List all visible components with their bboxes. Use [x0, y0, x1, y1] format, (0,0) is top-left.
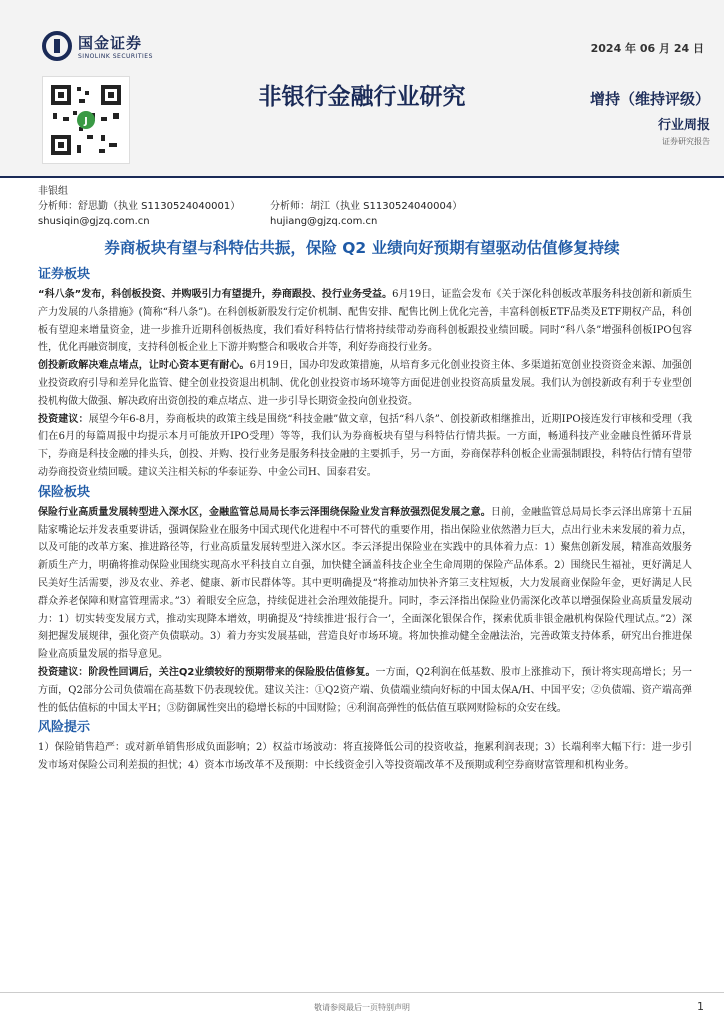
paragraph-lead: 投资建议：: [38, 413, 89, 425]
paragraph-lead: 投资建议：阶段性回调后，关注Q2业绩较好的预期带来的保险股估值修复。: [38, 666, 376, 678]
rating-label: 增持（维持评级）: [589, 90, 710, 108]
paragraph-lead: 保险行业高质量发展转型进入深水区，金融监管总局局长李云泽围绕保险业发言释放强烈促发展之意。: [38, 506, 491, 518]
footer-divider: [0, 992, 724, 993]
analyst-2-email[interactable]: hujiang@gjzq.com.cn: [270, 216, 378, 227]
footer-disclaimer: 敬请参阅最后一页特别声明: [314, 1003, 410, 1012]
report-type: 行业周报: [657, 118, 710, 133]
logo-text-cn: 国金证券: [78, 34, 143, 52]
section-title-risk: 风险提示: [38, 720, 91, 736]
team-name: 非银组: [38, 186, 68, 197]
report-title: 非银行金融行业研究: [258, 84, 466, 110]
report-headline: 券商板块有望与科特估共振，保险 Q2 业绩向好预期有望驱动估值修复持续: [104, 239, 620, 257]
paragraph-text: 一方面，Q2利润在低基数、股市上涨推动下，预计将实现高增长；另一方面，Q2部分公司负债端在高基数下仍表现较优。建议关注：①Q2资产端、负债端业绩向好标的中国太保A/H、中国平安；②负债端、资产端高弹性的低估值标的中国太平H；③防御属性突出的稳增长标的中国财险；④利润高弹性的低估值互联网财险标的众安在线。: [38, 666, 692, 714]
analyst-2: 分析师：胡江（执业 S1130524040004）: [270, 201, 463, 212]
paragraph: [38, 286, 692, 357]
report-date: 2024 年 06 月 24 日: [590, 42, 704, 55]
report-body: [38, 264, 692, 775]
logo-icon: [42, 31, 72, 61]
paragraph: [38, 357, 692, 410]
paragraph-text: 1）保险销售趋严：或对新单销售形成负面影响；2）权益市场波动：将直接降低公司的投资收益，拖累利润表现；3）长端利率大幅下行：进一步引发市场对保险公司利差损的担忧；4）资本市场改革不及预期：中长线资金引入等投资端改革不及预期或利空券商财富管理和机构业务。: [38, 742, 692, 772]
paragraph: [38, 664, 692, 717]
report-subtype: 证券研究报告: [662, 137, 710, 146]
paragraph-text: 日前，金融监管总局局长李云泽出席第十五届陆家嘴论坛并发表重要讲话，强调保险业在服务中国式现代化进程中不可替代的重要作用，指出保险业依然潜力巨大，点出行业未来发展的着力点，以及可能的改革方案、推进路径等，行业高质量发展转型进入深水区。李云泽提出保险业在实践中的具体着力点：1）聚焦创新发展，精准高效服务新质生产力，明确将推动保险业围绕实现高水平科技自立自强，加快健全涵盖科技企业全生命周期的保险产品体系。2）围绕民生福祉，更好满足人民美好生活需要，涉及农业、养老、健康、新市民群体等。其中更明确提及“将推动加快补齐第三支柱短板，大力发展商业保险年金，更好满足人民群众养老保障和财富管理需求。”3）着眼安全应急，持续促进社会治理效能提升。同时，李云泽指出保险业仍需深化改革以增强保险业高质量发展动力：1）切实转变发展方式，推动实现降本增效，明确提及“持续推进‘报行合一’，全面深化银保合作，探索优质非银金融机构保险代理试点。”2）深刻把握发展规律，强化资产负债联动。3）着力夯实发展基础，营造良好市场环境。将加快推动健全金融法治，完善政策支持体系，研究出台推进保险业高质量发展的指导意见。: [38, 506, 692, 661]
analyst-1-email[interactable]: shusiqin@gjzq.com.cn: [38, 216, 150, 227]
paragraph-text: 展望今年6-8月，券商板块的政策主线是围绕“科技金融”做文章，包括“科八条”、创投新政相继推出，近期IPO接连发行审核和受理（我们在6月的每篇周报中均提示本月可能放开IPO受理）等等，我们认为券商板块有望与科特估行情共振。一方面，畅通科技产业金融良性循环背景下，券商是科技金融的排头兵，创投、并购、投行业务是服务科技金融的主要抓手，另一方面，券商保荐科创板企业需强制跟投，科特估行情有望带动券商投资业绩回暖。建议关注相关标的华泰证券、中金公司H、国泰君安。: [38, 413, 692, 478]
logo-text-en: SINOLINK SECURITIES: [78, 53, 153, 60]
page-number: 1: [697, 1000, 704, 1013]
paragraph-lead: “科八条”发布，科创板投资、并购吸引力有望提升，券商跟投、投行业务受益。: [38, 289, 393, 300]
header-divider: [0, 176, 724, 178]
paragraph-text: 6月19日，证监会发布《关于深化科创板改革服务科技创新和新质生产力发展的八条措施》(简称“科八条”)。在科创板新股发行定价机制、配售安排、配售比例上优化完善，丰富科创板ETF品类及ETF期权产品，科创板有望迎来增量资金，进一步推升近期科创板热度，我们看好科特估行情将持续带动券商科创板跟投业绩回暖。同时“科八条”增强科创板IPO包容性，优化再融资制度，支持科创板企业上下游并购整合和吸收合并等，利好券商投行业务。: [38, 289, 692, 354]
paragraph: [38, 411, 692, 482]
paragraph-lead: 创投新政解决难点堵点，让时心资本更有耐心。: [38, 360, 250, 372]
author-block: [38, 184, 698, 229]
section-title-insurance: 保险板块: [38, 484, 91, 500]
paragraph: [38, 739, 692, 775]
section-title-broker: 证券板块: [38, 267, 91, 282]
paragraph-text: 6月19日，国办印发政策措施，从培育多元化创业投资主体、多渠道拓宽创业投资资金来源、加强创业投资政府引导和差异化监管、健全创业投资退出机制、优化创业投资市场环境等方面促进创业投资高质量发展。我们认为创投新政有利于专业型创投机构做大做强、解决政府出资创投的难点堵点、进一步引导长期资金投向创业投资。: [38, 360, 693, 407]
report-header: [0, 0, 724, 176]
paragraph: [38, 504, 692, 664]
svg-text:J: J: [84, 116, 88, 127]
analyst-1: 分析师：舒思勤（执业 S1130524040001）: [38, 201, 241, 212]
company-logo: [42, 26, 153, 66]
